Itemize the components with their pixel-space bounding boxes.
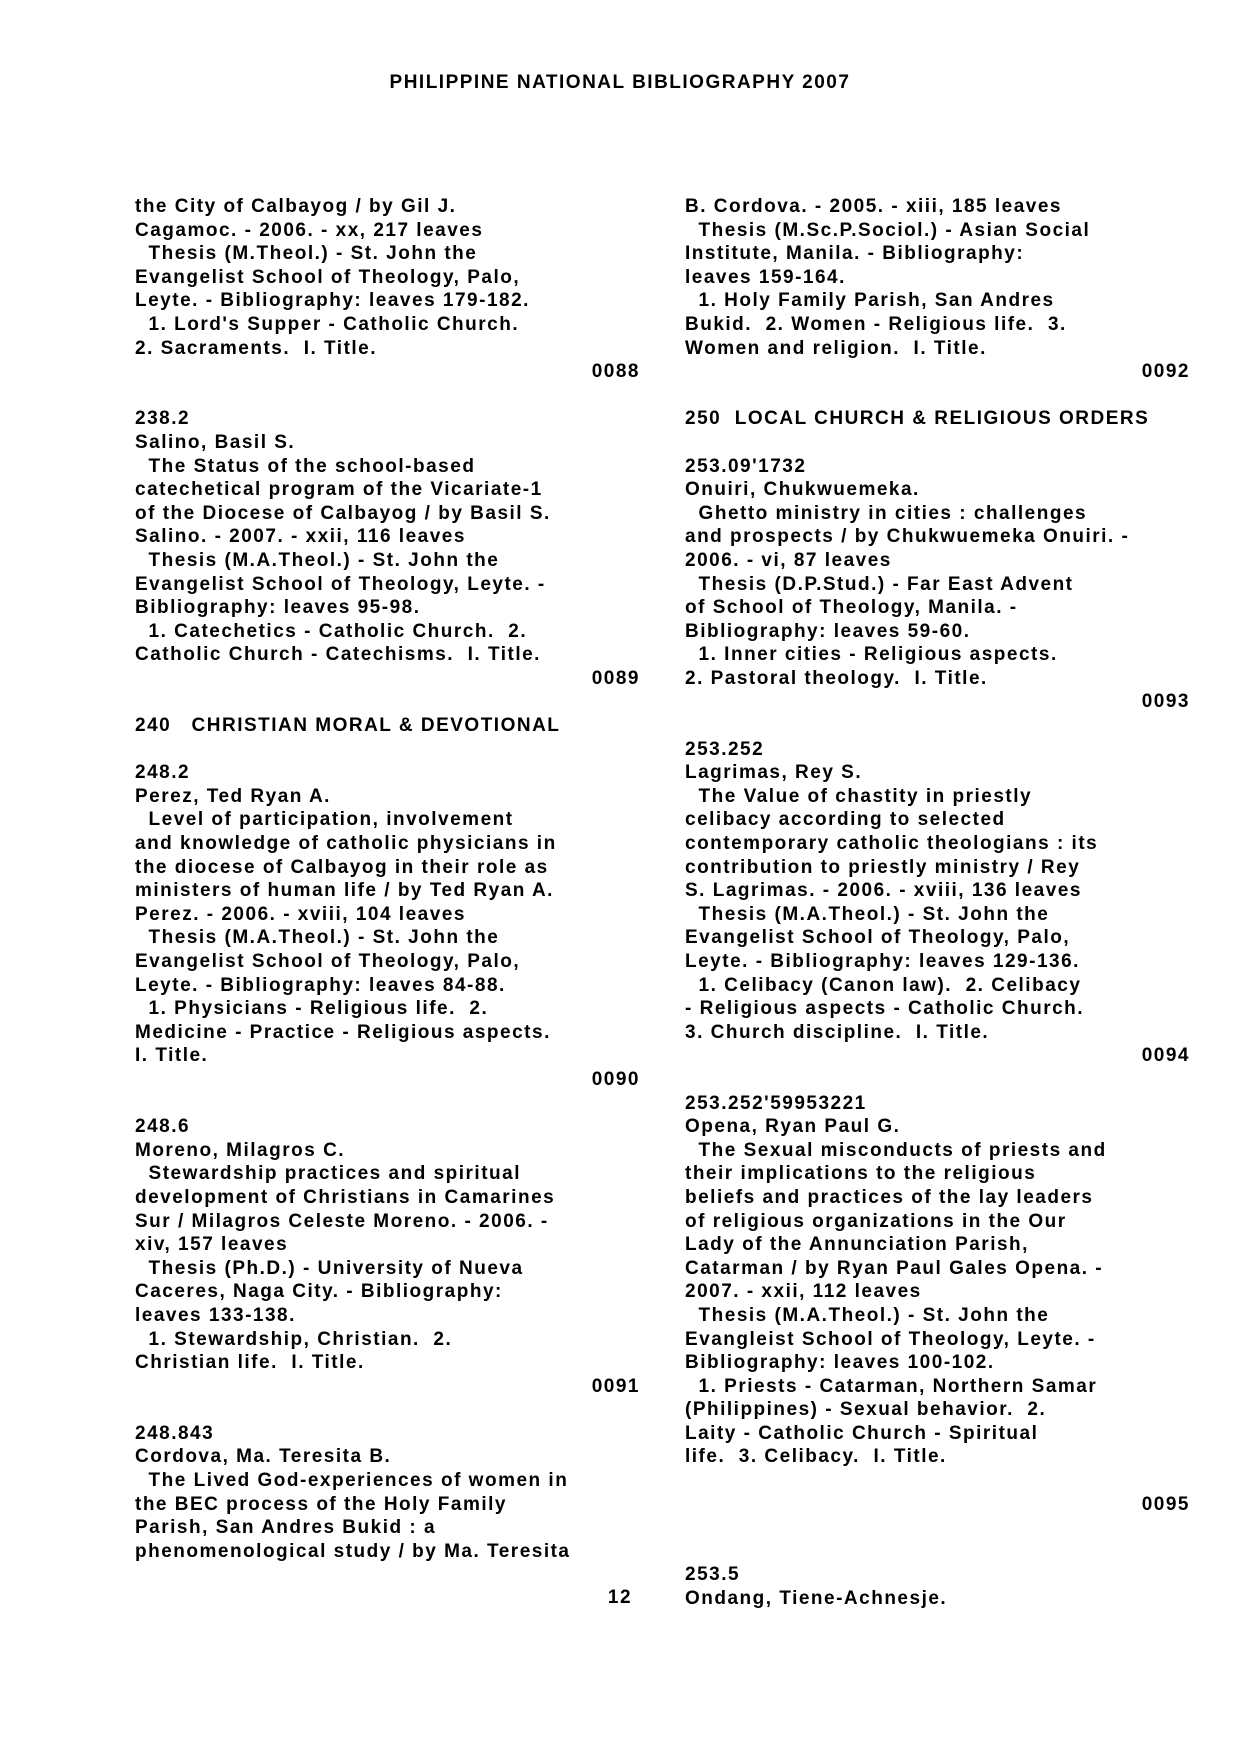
text-line: Bukid. 2. Women - Religious life. 3.: [685, 313, 1067, 335]
text-line: Ondang, Tiene-Achnesje.: [685, 1588, 948, 1610]
text-line: Perez. - 2006. - xviii, 104 leaves: [135, 903, 466, 925]
text-line: 253.5: [685, 1564, 741, 1586]
text-line: 248.6: [135, 1116, 191, 1138]
text-line: - Religious aspects - Catholic Church.: [685, 998, 1085, 1020]
record-number: 0088: [591, 361, 640, 383]
text-line: 248.843: [135, 1422, 215, 1444]
text-line: Evangelist School of Theology, Palo,: [135, 266, 521, 288]
text-line: Bibliography: leaves 59-60.: [685, 620, 971, 642]
text-line: 1. Physicians - Religious life. 2.: [135, 998, 489, 1020]
page-title: PHILIPPINE NATIONAL BIBLIOGRAPHY 2007: [389, 72, 851, 93]
blank-line: [685, 714, 1190, 738]
text-line: 253.252: [685, 738, 765, 760]
text-line: of School of Theology, Manila. -: [685, 597, 1018, 619]
record-number: 0095: [1141, 1493, 1190, 1515]
text-line: 250 LOCAL CHURCH & RELIGIOUS ORDERS: [685, 408, 1150, 430]
text-line: Thesis (M.A.Theol.) - St. John the: [685, 1304, 1050, 1326]
text-line: I. Title.: [135, 1045, 209, 1067]
text-line: Stewardship practices and spiritual: [135, 1163, 521, 1185]
record-number: 0091: [591, 1375, 640, 1397]
text-line: The Value of chastity in priestly: [685, 785, 1033, 807]
page-number: 12: [607, 1587, 633, 1608]
text-line: Ghetto ministry in cities : challenges: [685, 502, 1088, 524]
text-line: Opena, Ryan Paul G.: [685, 1116, 901, 1138]
text-line: of religious organizations in the Our: [685, 1210, 1067, 1232]
text-line: contemporary catholic theologians : its: [685, 833, 1099, 855]
text-line: Christian life. I. Title.: [135, 1352, 365, 1374]
text-line: life. 3. Celibacy. I. Title.: [685, 1446, 947, 1468]
text-line: Women and religion. I. Title.: [685, 337, 987, 359]
right-column: [685, 195, 1190, 1611]
text-line: the City of Calbayog / by Gil J.: [135, 196, 457, 217]
text-line: Laity - Catholic Church - Spiritual: [685, 1422, 1039, 1444]
text-line: 1. Lord's Supper - Catholic Church.: [135, 313, 520, 335]
record-number: 0090: [591, 1068, 640, 1090]
text-line: 253.252'59953221: [685, 1092, 867, 1114]
text-line: leaves 159-164.: [685, 266, 846, 288]
text-line: Thesis (M.Sc.P.Sociol.) - Asian Social: [685, 219, 1091, 241]
text-line: 1. Priests - Catarman, Northern Samar: [685, 1375, 1098, 1397]
record-number: 0092: [1141, 361, 1190, 383]
blank-line: [135, 690, 640, 714]
record-number: 0093: [1141, 691, 1190, 713]
text-line: Onuiri, Chukwuemeka.: [685, 479, 920, 501]
text-line: catechetical program of the Vicariate-1: [135, 479, 543, 501]
text-line: Thesis (M.Theol.) - St. John the: [135, 243, 478, 265]
left-column: [135, 195, 640, 1563]
text-line: beliefs and practices of the lay leaders: [685, 1186, 1094, 1208]
text-line: xiv, 157 leaves: [135, 1234, 289, 1256]
blank-line: [135, 384, 640, 408]
text-line: Lady of the Annunciation Parish,: [685, 1234, 1029, 1256]
text-line: Bibliography: leaves 100-102.: [685, 1352, 995, 1374]
text-line: Evangelist School of Theology, Leyte. -: [135, 573, 546, 595]
text-line: B. Cordova. - 2005. - xiii, 185 leaves: [685, 196, 1062, 217]
text-line: Thesis (M.A.Theol.) - St. John the: [685, 903, 1050, 925]
blank-line: [685, 384, 1190, 408]
text-line: Thesis (M.A.Theol.) - St. John the: [135, 927, 500, 949]
blank-line: [135, 1092, 640, 1116]
text-line: 248.2: [135, 762, 191, 784]
text-line: and prospects / by Chukwuemeka Onuiri. -: [685, 526, 1130, 548]
text-line: Institute, Manila. - Bibliography:: [685, 243, 1025, 265]
text-line: Evangelist School of Theology, Palo,: [685, 927, 1071, 949]
text-line: Level of participation, involvement: [135, 809, 514, 831]
blank-line: [685, 431, 1190, 455]
text-line: Cordova, Ma. Teresita B.: [135, 1446, 392, 1468]
blank-line: [135, 1398, 640, 1422]
text-line: development of Christians in Camarines: [135, 1186, 556, 1208]
text-line: of the Diocese of Calbayog / by Basil S.: [135, 502, 551, 524]
text-line: the diocese of Calbayog in their role as: [135, 856, 549, 878]
text-line: Leyte. - Bibliography: leaves 179-182.: [135, 290, 530, 312]
text-line: Salino. - 2007. - xxii, 116 leaves: [135, 526, 466, 548]
text-line: celibacy according to selected: [685, 809, 1006, 831]
text-line: Salino, Basil S.: [135, 431, 296, 453]
text-line: 1. Catechetics - Catholic Church. 2.: [135, 620, 528, 642]
text-line: Moreno, Milagros C.: [135, 1139, 346, 1161]
blank-line: [685, 1469, 1190, 1493]
text-line: Cagamoc. - 2006. - xx, 217 leaves: [135, 219, 484, 241]
text-line: Parish, San Andres Bukid : a: [135, 1517, 437, 1539]
record-number: 0089: [591, 667, 640, 689]
text-line: Leyte. - Bibliography: leaves 129-136.: [685, 951, 1080, 972]
text-line: S. Lagrimas. - 2006. - xviii, 136 leaves: [685, 880, 1082, 902]
text-line: Thesis (Ph.D.) - University of Nueva: [135, 1257, 524, 1279]
text-line: The Sexual misconducts of priests and: [685, 1139, 1107, 1161]
text-line: contribution to priestly ministry / Rey: [685, 856, 1081, 878]
text-line: 2007. - xxii, 112 leaves: [685, 1281, 922, 1303]
text-line: Evangelist School of Theology, Palo,: [135, 951, 521, 972]
blank-line: [685, 1540, 1190, 1564]
record-number: 0094: [1141, 1045, 1190, 1067]
text-line: The Lived God-experiences of women in: [135, 1470, 569, 1492]
text-line: 1. Celibacy (Canon law). 2. Celibacy: [685, 974, 1082, 996]
blank-line: [135, 738, 640, 762]
text-line: 1. Stewardship, Christian. 2.: [135, 1328, 453, 1350]
text-line: Catarman / by Ryan Paul Gales Opena. -: [685, 1257, 1104, 1279]
blank-line: [685, 1068, 1190, 1092]
text-line: 1. Inner cities - Religious aspects.: [685, 644, 1058, 666]
blank-line: [685, 1516, 1190, 1540]
text-line: Perez, Ted Ryan A.: [135, 785, 331, 807]
text-line: 2. Sacraments. I. Title.: [135, 337, 378, 359]
text-line: Sur / Milagros Celeste Moreno. - 2006. -: [135, 1210, 549, 1232]
text-line: the BEC process of the Holy Family: [135, 1493, 507, 1515]
text-line: Catholic Church - Catechisms. I. Title.: [135, 644, 541, 666]
text-line: Bibliography: leaves 95-98.: [135, 597, 421, 619]
text-line: Lagrimas, Rey S.: [685, 762, 863, 784]
text-line: 253.09'1732: [685, 455, 807, 477]
text-line: 240 CHRISTIAN MORAL & DEVOTIONAL: [135, 715, 561, 737]
text-line: 2006. - vi, 87 leaves: [685, 549, 892, 571]
text-line: (Philippines) - Sexual behavior. 2.: [685, 1399, 1047, 1421]
text-line: ministers of human life / by Ted Ryan A.: [135, 880, 554, 902]
text-line: Caceres, Naga City. - Bibliography:: [135, 1281, 503, 1303]
text-line: phenomenological study / by Ma. Teresita: [135, 1540, 571, 1562]
text-line: 1. Holy Family Parish, San Andres: [685, 290, 1055, 312]
text-line: 238.2: [135, 408, 191, 430]
text-line: their implications to the religious: [685, 1163, 1037, 1185]
text-line: 3. Church discipline. I. Title.: [685, 1021, 990, 1043]
text-line: 2. Pastoral theology. I. Title.: [685, 667, 988, 689]
text-line: Medicine - Practice - Religious aspects.: [135, 1021, 551, 1043]
text-line: Evangleist School of Theology, Leyte. -: [685, 1328, 1096, 1350]
text-line: The Status of the school-based: [135, 455, 476, 477]
text-line: Leyte. - Bibliography: leaves 84-88.: [135, 974, 506, 996]
text-line: leaves 133-138.: [135, 1304, 296, 1326]
text-line: Thesis (D.P.Stud.) - Far East Advent: [685, 573, 1074, 595]
text-line: and knowledge of catholic physicians in: [135, 833, 557, 855]
text-line: Thesis (M.A.Theol.) - St. John the: [135, 549, 500, 571]
